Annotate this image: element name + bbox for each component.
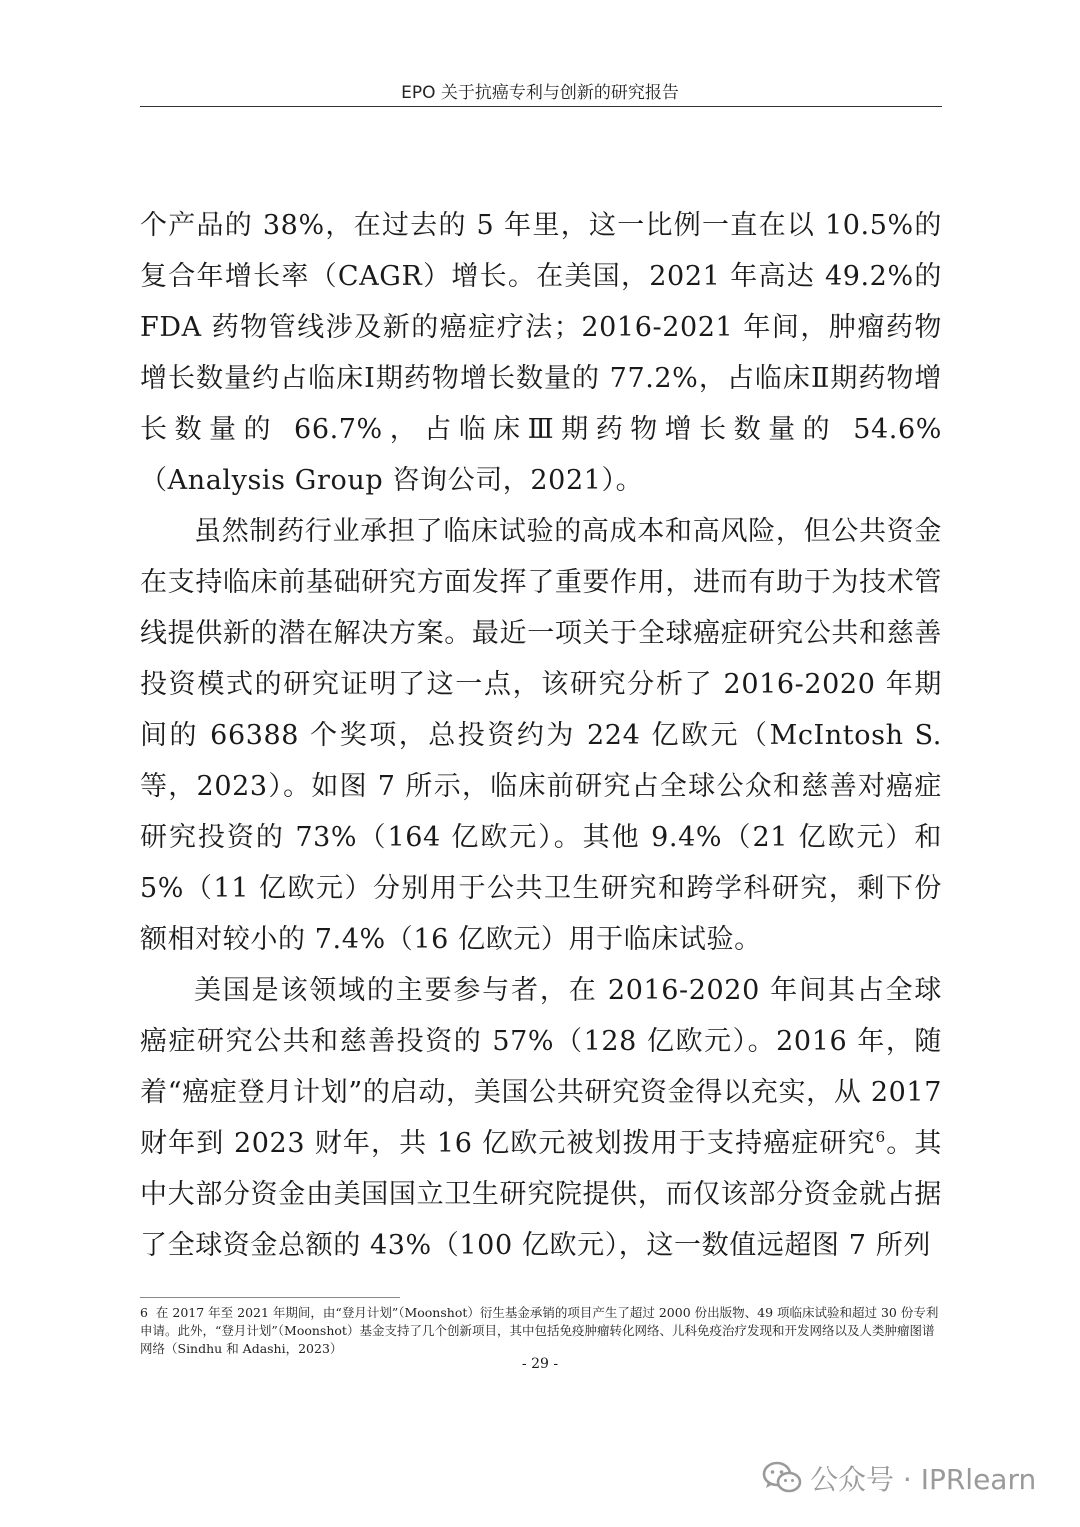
footnote-rule <box>140 1297 400 1298</box>
footnote-text: 在 2017 年至 2021 年期间，由“登月计划”（Moonshot）衍生基金承销的项目产生了超过 2000 份出版物、49 项临床试验和超过 30 份专利申请。此外，“登月计划”（Moonshot）基金支持了几个创新项目，其中包括免疫肿瘤转化网络、儿科免疫治疗发现和开发网络以及人类肿瘤图谱网络（Sindhu 和 Adashi，2023） <box>140 1305 939 1356</box>
footnote-ref[interactable]: 6 <box>875 1128 886 1146</box>
body-text <box>140 200 942 1271</box>
watermark <box>762 1458 1036 1498</box>
wechat-icon <box>762 1461 802 1495</box>
paragraph-3 <box>140 965 942 1271</box>
header-rule <box>140 106 942 107</box>
watermark-text: 公众号 · IPRlearn <box>810 1463 1037 1496</box>
page-number: - 29 - <box>521 1356 559 1372</box>
paragraph-1: 个产品的 38%，在过去的 5 年里，这一比例一直在以 10.5%的复合年增长率（CAGR）增长。在美国，2021 年高达 49.2%的 FDA 药物管线涉及新的癌症疗法；2016-2021 年间，肿瘤药物增长数量约占临床Ⅰ期药物增长数量的 77.2%，占临床Ⅱ期药物增长数量的 66.7%，占临床Ⅲ期药物增长数量的 54.6%（Analysis Group 咨询公司，2021）。 <box>140 210 942 496</box>
paragraph-3-text-cont: 。其中大部分资金由美国国立卫生研究院提供，而仅该部分资金就占据了全球资金总额的 43%（100 亿欧元），这一数值远超图 7 所列 <box>140 1128 943 1261</box>
footnote <box>140 1304 946 1358</box>
running-header: EPO 关于抗癌专利与创新的研究报告 <box>401 83 679 103</box>
footnote-number: 6 <box>140 1305 148 1320</box>
paragraph-3-text: 美国是该领域的主要参与者，在 2016-2020 年间其占全球癌症研究公共和慈善投资的 57%（128 亿欧元）。2016 年，随着“癌症登月计划”的启动，美国公共研究资金得以充实，从 2017 财年到 2023 财年，共 16 亿欧元被划拨用于支持癌症研究 <box>140 975 942 1159</box>
paragraph-2: 虽然制药行业承担了临床试验的高成本和高风险，但公共资金在支持临床前基础研究方面发挥了重要作用，进而有助于为技术管线提供新的潜在解决方案。最近一项关于全球癌症研究公共和慈善投资模式的研究证明了这一点，该研究分析了 2016-2020 年期间的 66388 个奖项，总投资约为 224 亿欧元（McIntosh S. 等，2023）。如图 7 所示，临床前研究占全球公众和慈善对癌症研究投资的 73%（164 亿欧元）。其他 9.4%（21 亿欧元）和 5%（11 亿欧元）分别用于公共卫生研究和跨学科研究，剩下份额相对较小的 7.4%（16 亿欧元）用于临床试验。 <box>140 516 942 955</box>
